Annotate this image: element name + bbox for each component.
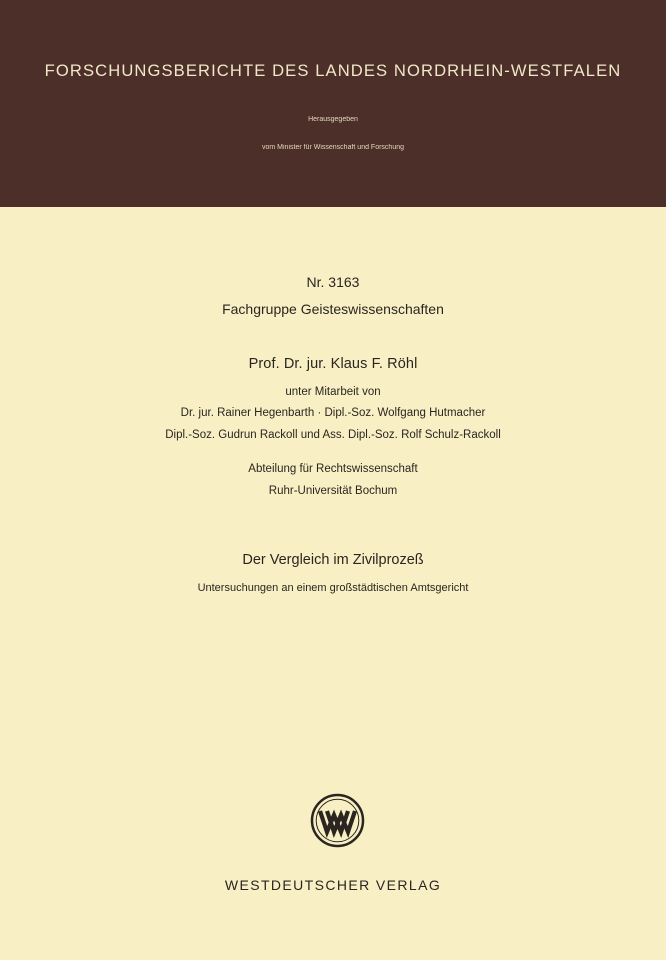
ww-publisher-logo-icon (310, 793, 365, 848)
series-title: FORSCHUNGSBERICHTE DES LANDES NORDRHEIN-WESTFALEN (44, 61, 622, 80)
collaboration-label: unter Mitarbeit von (285, 386, 381, 398)
editor-line: vom Minister für Wissenschaft und Forschung (262, 144, 404, 151)
book-title: Der Vergleich im Zivilprozeß (242, 552, 424, 568)
published-by-label: Herausgegeben (308, 116, 358, 123)
publisher-name: WESTDEUTSCHER VERLAG (224, 877, 442, 893)
department-name: Abteilung für Rechtswissenschaft (248, 463, 418, 475)
author-name: Prof. Dr. jur. Klaus F. Röhl (248, 356, 418, 372)
collaborators-line-2: Dipl.-Soz. Gudrun Rackoll und Ass. Dipl.-Soz. Rolf Schulz-Rackoll (165, 429, 501, 441)
series-header (0, 0, 666, 207)
university-name: Ruhr-Universität Bochum (268, 485, 398, 497)
collaborators-line-1: Dr. jur. Rainer Hegenbarth · Dipl.-Soz. Wolfgang Hutmacher (180, 407, 486, 419)
book-subtitle: Untersuchungen an einem großstädtischen Amtsgericht (197, 582, 469, 594)
series-number: Nr. 3163 (306, 274, 360, 290)
subject-group: Fachgruppe Geisteswissenschaften (222, 301, 444, 317)
